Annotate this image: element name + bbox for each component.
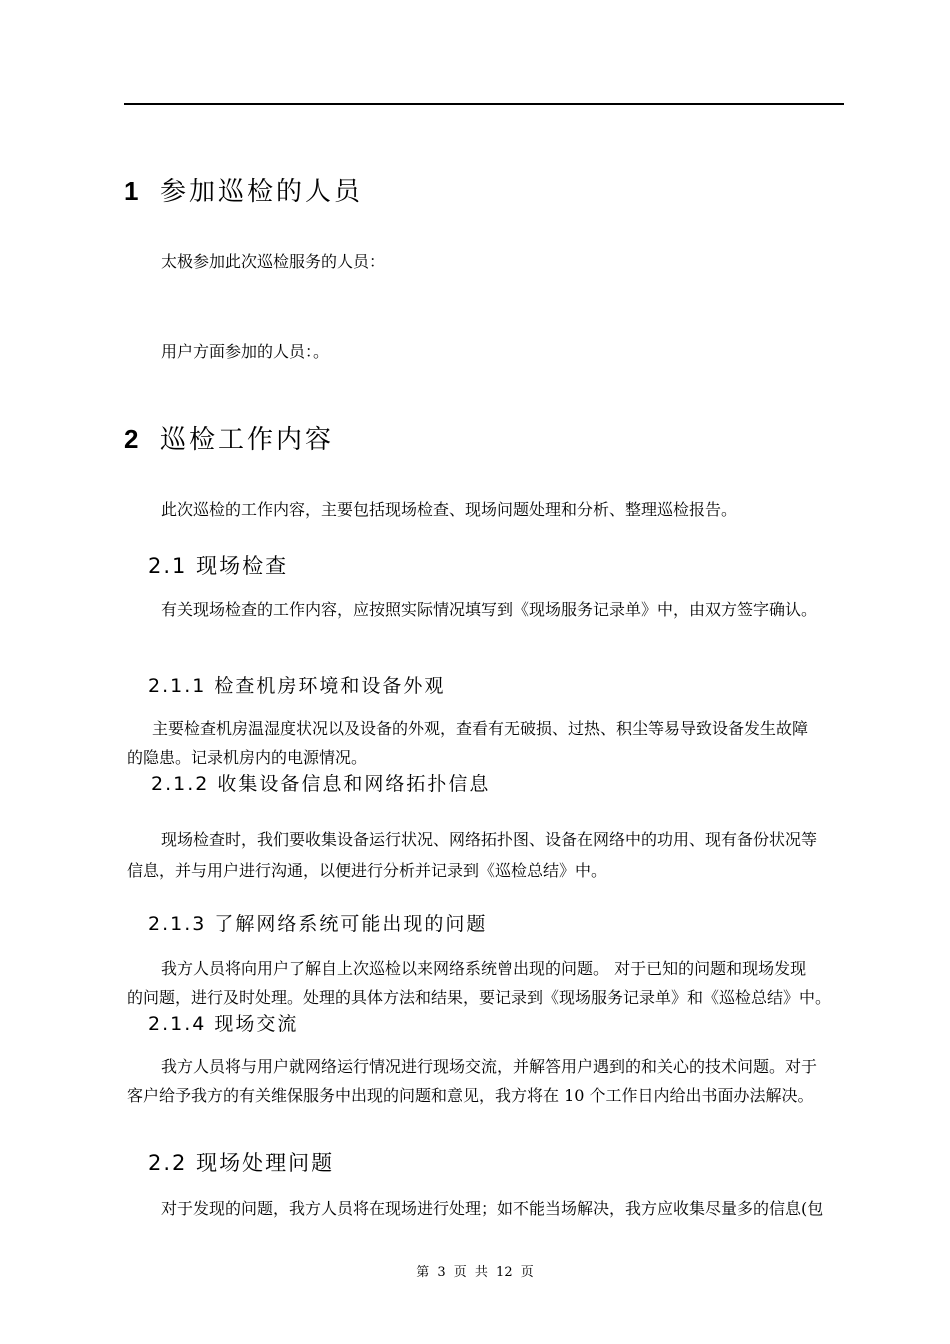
header-rule <box>124 103 844 105</box>
paragraph-collect-info <box>127 824 843 886</box>
paragraph-line: 主要检查机房温湿度状况以及设备的外观，查看有无破损、过热、积尘等易导致设备发生故障 <box>152 719 809 738</box>
paragraph-room-environment <box>127 714 843 772</box>
heading-number: 2 <box>124 424 139 454</box>
paragraph-onsite-handling <box>127 1194 843 1223</box>
heading-section-2-1-3: 2.1.3 了解网络系统可能出现的问题 <box>148 913 488 935</box>
paragraph-line: 的问题，进行及时处理。处理的具体方法和结果，要记录到《现场服务记录单》和《巡检总结》中。 <box>127 988 832 1007</box>
paragraph-line: 现场检查时，我们要收集设备运行状况、网络拓扑图、设备在网络中的功用、现有备份状况等 <box>161 830 818 849</box>
paragraph-line: 信息，并与用户进行沟通，以便进行分析并记录到《巡检总结》中。 <box>127 861 608 880</box>
heading-section-2-2: 2.2 现场处理问题 <box>148 1151 335 1175</box>
heading-section-2 <box>124 424 334 455</box>
paragraph-user-staff: 用户方面参加的人员：。 <box>161 342 330 361</box>
paragraph-line: 客户给予我方的有关维保服务中出现的问题和意见，我方将在 10 个工作日内给出书面办法解决。 <box>127 1086 814 1105</box>
paragraph-line: 对于发现的问题，我方人员将在现场进行处理；如不能当场解决，我方应收集尽量多的信息(包 <box>161 1199 824 1218</box>
paragraph-onsite-check: 有关现场检查的工作内容，应按照实际情况填写到《现场服务记录单》中，由双方签字确认。 <box>161 600 818 619</box>
paragraph-inspection-intro: 此次巡检的工作内容，主要包括现场检查、现场问题处理和分析、整理巡检报告。 <box>161 500 738 519</box>
heading-section-1 <box>124 176 363 207</box>
heading-number: 1 <box>124 176 139 206</box>
paragraph-network-issues <box>127 954 843 1012</box>
paragraph-line: 的隐患。记录机房内的电源情况。 <box>127 748 368 767</box>
paragraph-taiji-staff: 太极参加此次巡检服务的人员： <box>161 252 386 271</box>
paragraph-line: 我方人员将与用户就网络运行情况进行现场交流，并解答用户遇到的和关心的技术问题。对于 <box>161 1057 818 1076</box>
paragraph-line: 我方人员将向用户了解自上次巡检以来网络系统曾出现的问题。 对于已知的问题和现场发现 <box>161 959 807 978</box>
heading-section-2-1-4: 2.1.4 现场交流 <box>148 1013 299 1035</box>
heading-title: 巡检工作内容 <box>160 425 335 455</box>
heading-section-2-1-2: 2.1.2 收集设备信息和网络拓扑信息 <box>151 773 491 795</box>
page-footer: 第 3 页 共 12 页 <box>416 1265 534 1280</box>
heading-title: 参加巡检的人员 <box>160 177 364 207</box>
heading-section-2-1-1: 2.1.1 检查机房环境和设备外观 <box>148 675 446 697</box>
paragraph-onsite-exchange <box>127 1052 843 1110</box>
heading-section-2-1: 2.1 现场检查 <box>148 554 289 578</box>
